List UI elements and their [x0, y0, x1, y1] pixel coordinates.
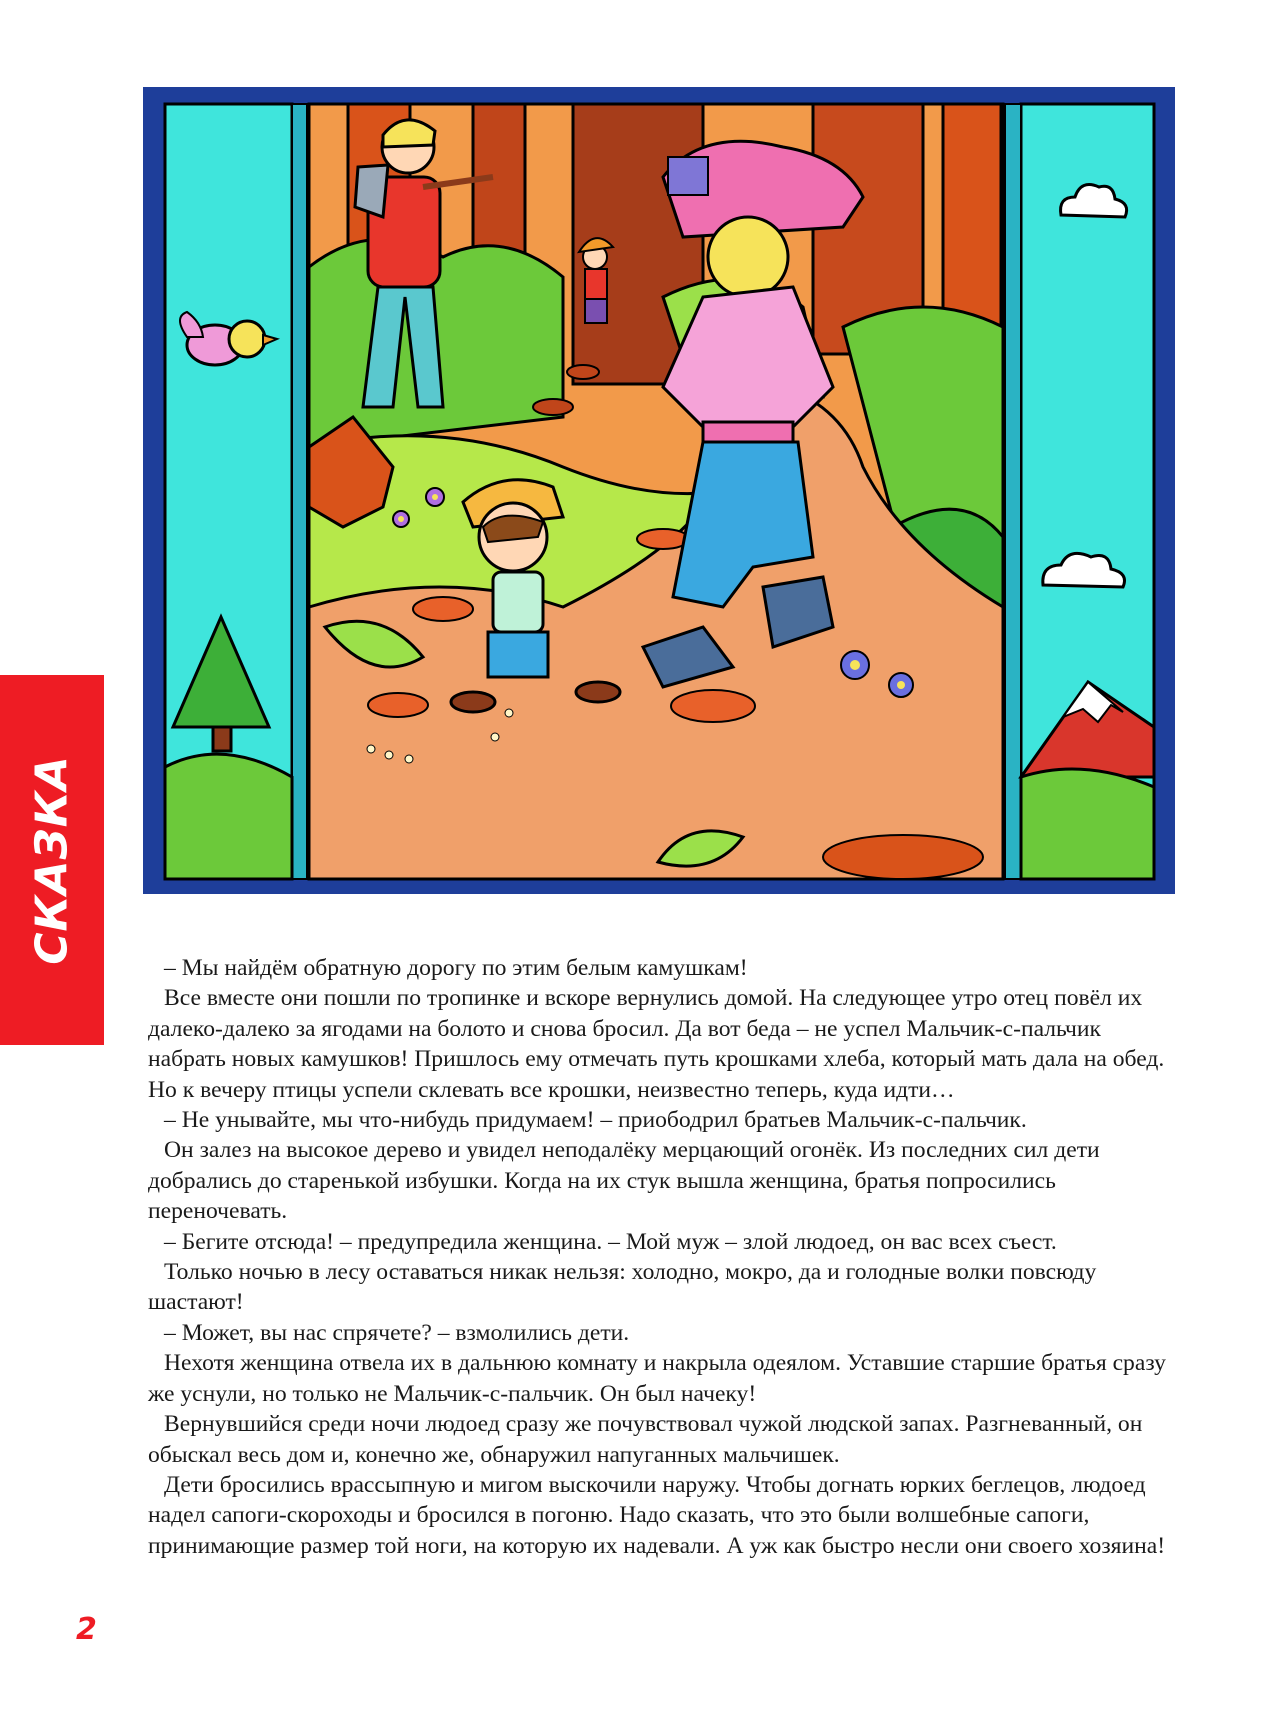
paragraph: Только ночью в лесу оставаться никак нельзя: холодно, мокро, да и голодные волки повсюду шастают!	[148, 1259, 1097, 1316]
illustration-canvas	[143, 87, 1175, 894]
paragraph: – Бегите отсюда! – предупредила женщина. – Мой муж – злой людоед, он вас всех съест.	[164, 1228, 1057, 1255]
forest-scene	[309, 104, 1003, 879]
paragraph: Все вместе они пошли по тропинке и вскоре вернулись домой. На следующее утро отец повёл их далеко-далеко за ягодами на болото и снова бросил. Да вот беда – не успел Мальчик-с-пальчик набрать новых камушков! Пришлось ему отмечать путь крошками хлеба, который мать дала на обед. Но к вечеру птицы успели склевать все крошки, неизвестно теперь, куда идти…	[148, 985, 1165, 1103]
paragraph: – Мы найдём обратную дорогу по этим белым камушкам!	[164, 955, 748, 981]
paragraph: Вернувшийся среди ночи людоед сразу же почувствовал чужой людской запах. Разгневанный, он обыскал весь дом и, конечно же, обнаружил напуганных мальчишек.	[148, 1411, 1143, 1468]
tree-trunk	[943, 104, 1001, 334]
paragraph: – Может, вы нас спрячете? – взмолились дети.	[164, 1319, 630, 1346]
section-tab	[0, 675, 104, 1045]
story-illustration	[143, 87, 1175, 894]
section-label: СКАЗКА	[26, 755, 78, 965]
paragraph: – Не унывайте, мы что-нибудь придумаем! – приободрил братьев Мальчик-с-пальчик.	[164, 1107, 1027, 1134]
page-number: 2	[76, 1612, 97, 1647]
story-text	[148, 953, 1178, 1561]
paragraph: Дети бросились врассыпную и мигом выскочили наружу. Чтобы догнать юрких беглецов, людоед надел сапоги-скороходы и бросился в погоню. Надо сказать, что это были волшебные сапоги, принимающие размер той ноги, на которую их надевали. А уж как быстро несли они своего хозяина!	[148, 1471, 1166, 1559]
paragraph: Он залез на высокое дерево и увидел неподалёку мерцающий огонёк. Из последних сил дети добрались до старенькой избушки. Когда на их стук вышла женщина, братья попросились переночевать.	[148, 1137, 1100, 1225]
paragraph: Нехотя женщина отвела их в дальнюю комнату и накрыла одеялом. Уставшие старшие братья сразу же уснули, но только не Мальчик-с-пальчик. Он был начеку!	[148, 1350, 1166, 1407]
